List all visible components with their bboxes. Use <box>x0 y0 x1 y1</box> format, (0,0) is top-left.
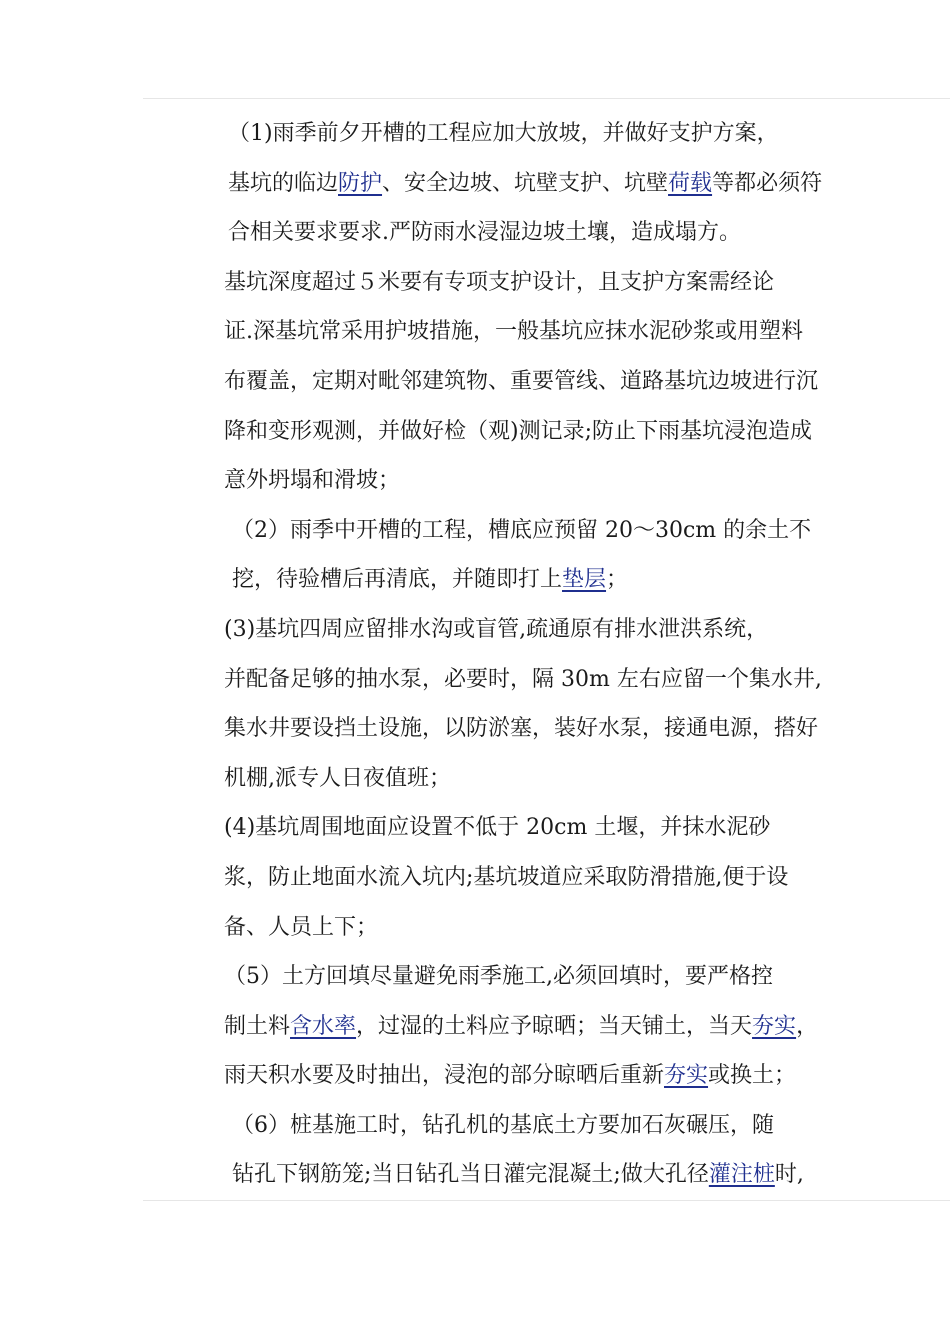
text-run: (4)基坑周围地面应设置不低于 20cm 土堰，并抹水泥砂 <box>224 815 771 841</box>
text-line <box>224 307 803 357</box>
text-run: （2）雨季中开槽的工程，槽底应预留 20～30cm 的余土不 <box>232 517 812 543</box>
text-run: 雨天积水要及时抽出，浸泡的部分晾晒后重新 <box>224 1063 665 1089</box>
paragraph-7 <box>180 1101 804 1200</box>
text-run: ， <box>796 1013 819 1039</box>
term-link[interactable]: 含水率 <box>290 1013 357 1039</box>
page-bottom-rule <box>143 1200 950 1201</box>
text-line <box>232 506 812 556</box>
term-link[interactable]: 荷载 <box>668 170 713 196</box>
text-line <box>228 159 823 209</box>
text-run: 或换土； <box>708 1063 797 1089</box>
text-line <box>228 109 790 159</box>
text-line <box>224 258 790 308</box>
text-run: 集水井要设挡土设施，以防淤塞，装好水泵，接通电源，搭好 <box>224 716 819 742</box>
text-line <box>224 1051 797 1101</box>
term-link[interactable]: 夯实 <box>752 1013 797 1039</box>
text-run: （1)雨季前夕开槽的工程应加大放坡，并做好支护方案， <box>228 121 779 146</box>
text-line <box>224 803 790 853</box>
paragraph-3 <box>180 506 812 605</box>
text-run: 浆，防止地面水流入坑内;基坑坡道应采取防滑措施,便于设 <box>224 864 789 890</box>
paragraph-2 <box>180 258 819 506</box>
text-line <box>224 903 790 953</box>
text-run: 降和变形观测，并做好检（观)测记录;防止下雨基坑浸泡造成 <box>224 418 812 444</box>
text-line <box>224 1002 819 1052</box>
term-link[interactable]: 夯实 <box>664 1063 709 1089</box>
text-run: 、安全边坡、坑壁支护、坑壁 <box>382 170 669 196</box>
text-run: 时, <box>774 1162 804 1188</box>
text-run: 合相关要求要求.严防雨水浸湿边坡土壤，造成塌方。 <box>228 220 741 246</box>
paragraph-6 <box>180 952 819 1101</box>
paragraph-1 <box>180 109 823 258</box>
text-run: ； <box>606 567 629 593</box>
text-line <box>224 357 819 407</box>
term-link[interactable]: 垫层 <box>562 567 607 593</box>
text-run: （6）桩基施工时，钻孔机的基底土方要加石灰碾压，随 <box>232 1112 774 1138</box>
text-line <box>224 853 790 903</box>
page-top-rule <box>143 98 950 99</box>
text-line <box>232 555 790 605</box>
text-run: 证.深基坑常采用护坡措施，一般基坑应抹水泥砂浆或用塑料 <box>224 319 803 345</box>
text-run: 机棚,派专人日夜值班； <box>224 765 451 791</box>
text-run: 等都必须符 <box>712 170 823 196</box>
document-body <box>180 109 823 1200</box>
text-line <box>224 754 790 804</box>
text-line <box>228 208 790 258</box>
term-link[interactable]: 防护 <box>338 170 383 196</box>
term-link[interactable]: 灌注桩 <box>708 1162 775 1188</box>
paragraph-4 <box>180 605 822 803</box>
text-run: 基坑深度超过５米要有专项支护设计，且支护方案需经论 <box>224 269 775 295</box>
text-run: 并配备足够的抽水泵，必要时，隔 30m 左右应留一个集水井, <box>224 666 822 692</box>
text-line <box>224 704 819 754</box>
paragraph-5 <box>180 803 790 952</box>
text-run: （5）土方回填尽量避免雨季施工,必须回填时，要严格控 <box>224 964 773 990</box>
text-line <box>232 1101 790 1151</box>
text-run: 钻孔下钢筋笼;当日钻孔当日灌完混凝土;做大孔径 <box>232 1162 709 1188</box>
text-run: ，过湿的土料应予晾晒；当天铺土，当天 <box>356 1013 753 1039</box>
text-run: (3)基坑四周应留排水沟或盲管,疏通原有排水泄洪系统， <box>224 616 769 642</box>
text-run: 基坑的临边 <box>228 170 339 196</box>
text-run: 备、人员上下； <box>224 914 379 940</box>
text-run: 布覆盖，定期对毗邻建筑物、重要管线、道路基坑边坡进行沉 <box>224 368 819 394</box>
text-line <box>224 952 790 1002</box>
text-line <box>224 407 812 457</box>
text-run: 意外坍塌和滑坡； <box>224 468 401 494</box>
text-line <box>224 456 790 506</box>
text-line <box>232 1150 804 1200</box>
text-run: 制土料 <box>224 1013 291 1039</box>
text-line <box>224 655 822 705</box>
text-line <box>224 605 790 655</box>
text-run: 挖，待验槽后再清底，并随即打上 <box>232 567 563 593</box>
